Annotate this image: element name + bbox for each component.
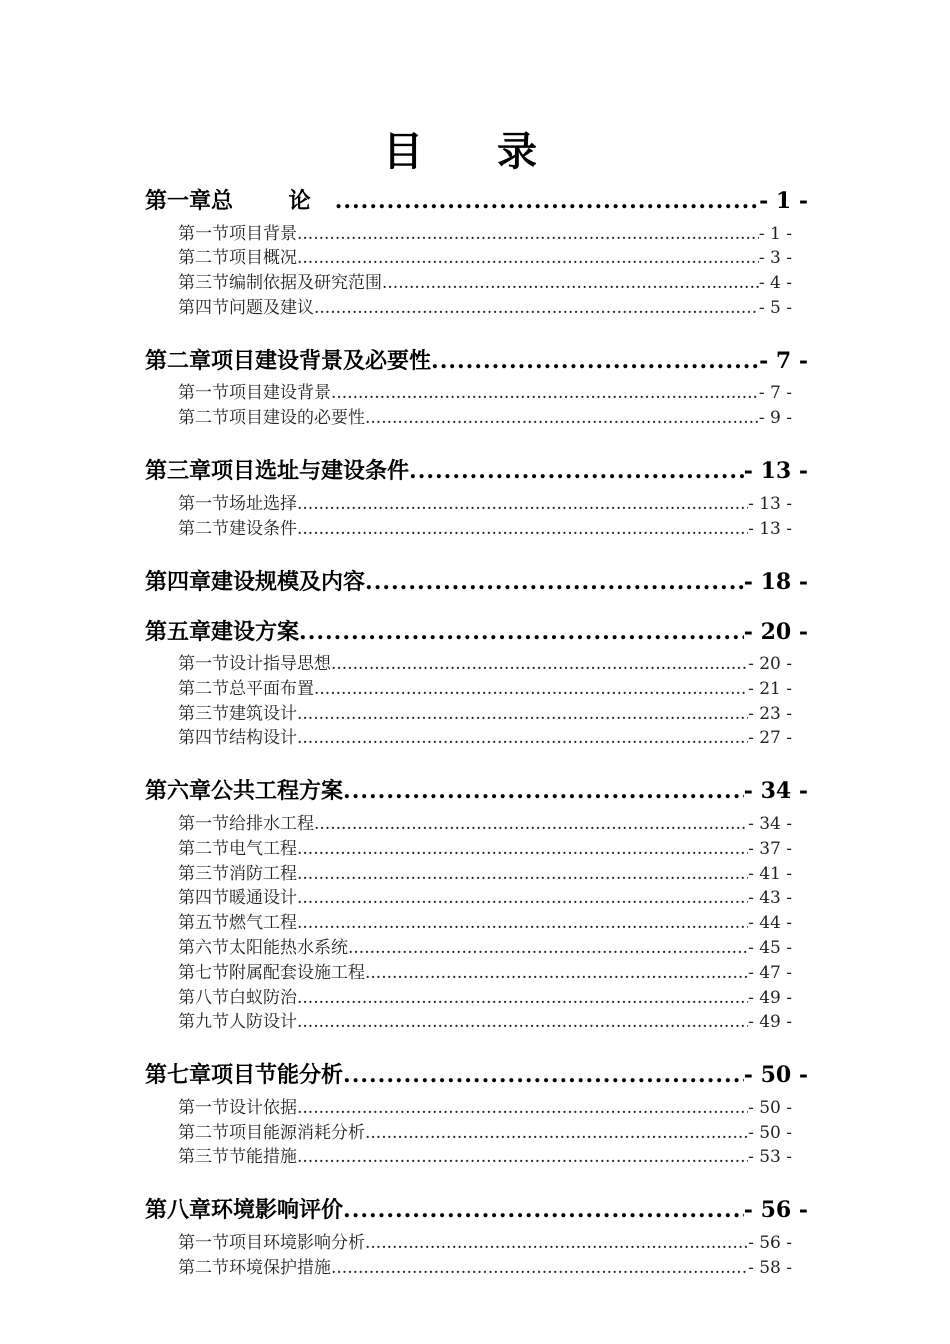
section-page-number: - 13 - <box>748 493 792 514</box>
page-title: 目 录 <box>383 128 567 175</box>
section-entry[interactable] <box>178 812 792 836</box>
section-title: 项目建设背景 <box>229 383 331 404</box>
chapter-title: 项目建设背景及必要性 <box>211 347 432 374</box>
section-page-number: - 50 - <box>748 1122 792 1143</box>
section-number: 第二节 <box>178 838 229 859</box>
section-entry[interactable] <box>178 1231 792 1255</box>
section-number: 第三节 <box>178 273 229 294</box>
dot-leader <box>297 837 748 861</box>
section-page-number: - 37 - <box>748 838 792 859</box>
section-page-number: - 13 - <box>748 518 792 539</box>
section-number: 第四节 <box>178 888 229 909</box>
section-number: 第七节 <box>178 962 229 983</box>
section-page-number: - 1 - <box>758 223 792 244</box>
section-title: 结构设计 <box>229 728 297 749</box>
dot-leader <box>297 1096 748 1120</box>
section-entry[interactable] <box>178 886 792 910</box>
section-page-number: - 56 - <box>748 1232 792 1253</box>
chapter-entry[interactable] <box>145 185 808 217</box>
chapter-entry[interactable] <box>145 616 808 648</box>
section-number: 第二节 <box>178 248 229 269</box>
dot-leader <box>297 492 748 516</box>
chapter-page-number: - 20 - <box>743 618 808 645</box>
section-page-number: - 7 - <box>758 383 792 404</box>
dot-leader <box>299 616 744 648</box>
chapter-number: 第三章 <box>145 458 212 485</box>
chapter-page-number: - 50 - <box>743 1062 808 1089</box>
chapter-number: 第二章 <box>145 347 212 374</box>
section-page-number: - 9 - <box>758 408 792 429</box>
section-entry[interactable] <box>178 726 792 750</box>
section-page-number: - 3 - <box>758 248 792 269</box>
section-page-number: - 4 - <box>758 273 792 294</box>
section-entry[interactable] <box>178 652 792 676</box>
section-number: 第一节 <box>178 1232 229 1253</box>
chapter-number: 第一章 <box>145 188 212 214</box>
section-number: 第一节 <box>178 223 229 244</box>
section-title: 设计依据 <box>229 1097 297 1118</box>
dot-leader <box>343 1059 744 1091</box>
chapter-entry[interactable] <box>145 455 808 487</box>
section-title: 场址选择 <box>229 493 297 514</box>
section-number: 第四节 <box>178 728 229 749</box>
section-entry[interactable] <box>178 837 792 861</box>
section-page-number: - 45 - <box>748 937 792 958</box>
section-page-number: - 47 - <box>748 962 792 983</box>
section-title: 消防工程 <box>229 863 297 884</box>
dot-leader <box>314 296 759 320</box>
dot-leader <box>297 222 759 246</box>
dot-leader <box>343 1194 744 1226</box>
section-page-number: - 58 - <box>748 1257 792 1278</box>
chapter-entry[interactable] <box>145 566 808 598</box>
section-number: 第九节 <box>178 1012 229 1033</box>
dot-leader <box>409 455 744 487</box>
chapter-entry[interactable] <box>145 1059 808 1091</box>
section-number: 第四节 <box>178 297 229 318</box>
section-number: 第一节 <box>178 1097 229 1118</box>
chapter-page-number: - 18 - <box>743 568 808 595</box>
section-number: 第二节 <box>178 678 229 699</box>
section-entry[interactable] <box>178 911 792 935</box>
dot-leader <box>297 246 759 270</box>
dot-leader <box>314 812 748 836</box>
dot-leader <box>297 1010 748 1034</box>
section-entry[interactable] <box>178 222 792 246</box>
dot-leader <box>365 566 744 598</box>
chapter-number: 第六章 <box>145 778 212 805</box>
section-title: 环境保护措施 <box>229 1257 331 1278</box>
section-number: 第二节 <box>178 518 229 539</box>
section-entry[interactable] <box>178 1096 792 1120</box>
dot-leader <box>365 1121 748 1145</box>
section-number: 第八节 <box>178 987 229 1008</box>
section-title: 人防设计 <box>229 1012 297 1033</box>
section-title: 总平面布置 <box>229 678 314 699</box>
section-entry[interactable] <box>178 381 792 405</box>
section-title: 太阳能热水系统 <box>229 937 348 958</box>
section-title: 白蚁防治 <box>229 987 297 1008</box>
dot-leader <box>431 345 759 377</box>
section-title: 建设条件 <box>229 518 297 539</box>
section-title: 电气工程 <box>229 838 297 859</box>
dot-leader <box>314 677 748 701</box>
section-number: 第三节 <box>178 1147 229 1168</box>
dot-leader <box>297 911 748 935</box>
section-entry[interactable] <box>178 961 792 985</box>
chapter-page-number: - 56 - <box>743 1197 808 1224</box>
section-title: 节能措施 <box>229 1147 297 1168</box>
section-entry[interactable] <box>178 246 792 270</box>
section-title: 项目背景 <box>229 223 297 244</box>
chapter-page-number: - 7 - <box>759 347 808 374</box>
section-page-number: - 53 - <box>748 1147 792 1168</box>
chapter-title: 建设规模及内容 <box>211 568 366 595</box>
section-number: 第三节 <box>178 863 229 884</box>
section-entry[interactable] <box>178 936 792 960</box>
section-title: 项目能源消耗分析 <box>229 1122 365 1143</box>
section-title: 设计指导思想 <box>229 654 331 674</box>
section-title: 项目概况 <box>229 248 297 269</box>
chapter-title: 公共工程方案 <box>211 778 344 805</box>
section-number: 第一节 <box>178 493 229 514</box>
section-entry[interactable] <box>178 1256 792 1280</box>
chapter-number: 第四章 <box>145 568 212 595</box>
section-page-number: - 5 - <box>758 297 792 318</box>
chapter-page-number: - 34 - <box>743 778 808 805</box>
dot-leader <box>331 1256 748 1280</box>
chapter-entry[interactable] <box>145 1194 808 1226</box>
section-title: 项目建设的必要性 <box>229 408 365 429</box>
dot-leader <box>297 862 748 886</box>
section-entry[interactable] <box>178 862 792 886</box>
section-number: 第二节 <box>178 408 229 429</box>
chapter-page-number: - 1 - <box>759 188 808 214</box>
section-page-number: - 50 - <box>748 1097 792 1118</box>
dot-leader <box>297 726 748 750</box>
chapter-title: 总 论 <box>211 188 335 214</box>
section-title: 暖通设计 <box>229 888 297 909</box>
dot-leader <box>331 381 759 405</box>
chapter-entry[interactable] <box>145 345 808 377</box>
section-page-number: - 49 - <box>748 1012 792 1033</box>
section-number: 第三节 <box>178 703 229 724</box>
dot-leader <box>297 986 748 1010</box>
section-entry[interactable] <box>178 1145 792 1169</box>
chapter-page-number: - 13 - <box>743 458 808 485</box>
dot-leader <box>348 936 748 960</box>
dot-leader <box>297 517 748 541</box>
section-number: 第二节 <box>178 1122 229 1143</box>
section-page-number: - 34 - <box>748 813 792 834</box>
section-title: 给排水工程 <box>229 813 314 834</box>
section-page-number: - 21 - <box>748 678 792 699</box>
section-page-number: - 43 - <box>748 888 792 909</box>
section-title: 编制依据及研究范围 <box>229 273 382 294</box>
section-entry[interactable] <box>178 986 792 1010</box>
section-entry[interactable] <box>178 296 792 320</box>
section-page-number: - 49 - <box>748 987 792 1008</box>
section-number: 第一节 <box>178 813 229 834</box>
section-entry[interactable] <box>178 271 792 295</box>
section-page-number: - 20 - <box>748 654 792 674</box>
chapter-title: 项目选址与建设条件 <box>211 458 410 485</box>
section-page-number: - 23 - <box>748 703 792 724</box>
section-title: 燃气工程 <box>229 913 297 934</box>
chapter-entry[interactable] <box>145 775 808 807</box>
dot-leader <box>365 961 748 985</box>
section-title: 附属配套设施工程 <box>229 962 365 983</box>
section-entry[interactable] <box>178 406 792 430</box>
dot-leader <box>297 1145 748 1169</box>
dot-leader <box>331 652 748 676</box>
chapter-number: 第五章 <box>145 618 212 645</box>
section-number: 第一节 <box>178 654 229 674</box>
dot-leader <box>297 702 748 726</box>
dot-leader <box>382 271 759 295</box>
dot-leader <box>365 1231 748 1255</box>
section-entry[interactable] <box>178 1010 792 1034</box>
chapter-number: 第八章 <box>145 1197 212 1224</box>
dot-leader <box>365 406 759 430</box>
chapter-title: 项目节能分析 <box>211 1062 344 1089</box>
section-number: 第五节 <box>178 913 229 934</box>
section-entry[interactable] <box>178 1121 792 1145</box>
chapter-number: 第七章 <box>145 1062 212 1089</box>
section-page-number: - 41 - <box>748 863 792 884</box>
section-entry[interactable] <box>178 702 792 726</box>
dot-leader <box>297 886 748 910</box>
section-entry[interactable] <box>178 517 792 541</box>
section-number: 第二节 <box>178 1257 229 1278</box>
section-title: 项目环境影响分析 <box>229 1232 365 1253</box>
dot-leader <box>343 775 744 807</box>
section-page-number: - 44 - <box>748 913 792 934</box>
section-number: 第六节 <box>178 937 229 958</box>
section-page-number: - 27 - <box>748 728 792 749</box>
section-title: 问题及建议 <box>229 297 314 318</box>
section-title: 建筑设计 <box>229 703 297 724</box>
section-entry[interactable] <box>178 677 792 701</box>
dot-leader <box>335 185 759 217</box>
chapter-title: 建设方案 <box>211 618 300 645</box>
section-number: 第一节 <box>178 383 229 404</box>
chapter-title: 环境影响评价 <box>211 1197 344 1224</box>
section-entry[interactable] <box>178 492 792 516</box>
